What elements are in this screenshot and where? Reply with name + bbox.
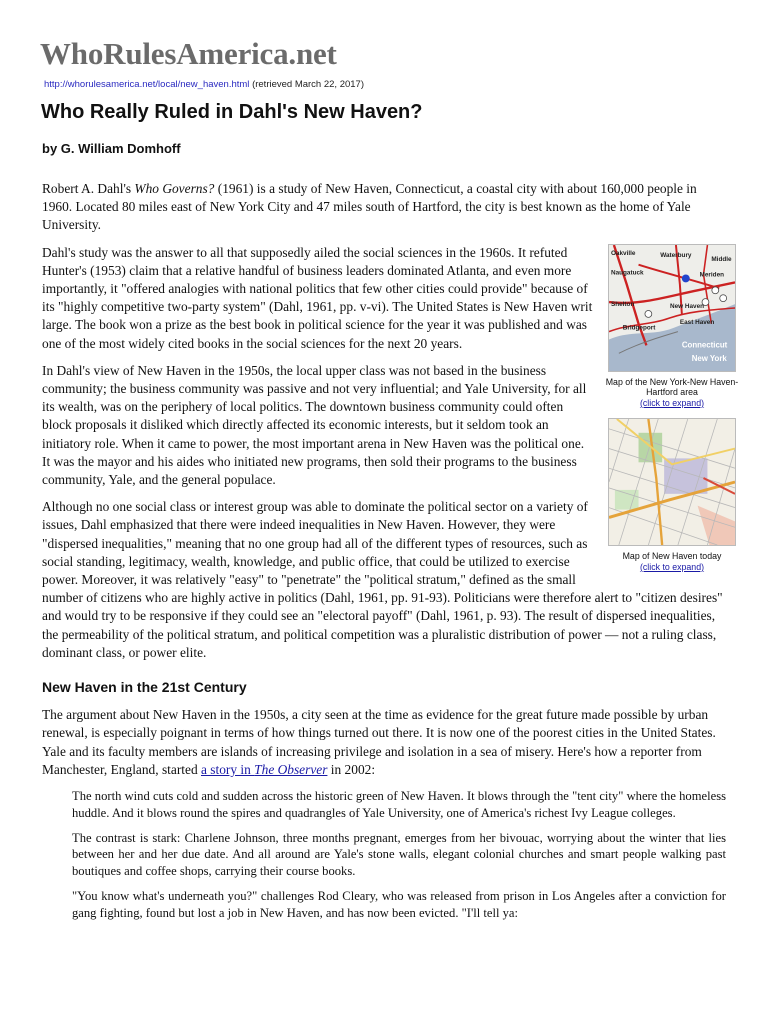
city-map-caption: Map of New Haven today (click to expand) xyxy=(604,551,740,572)
quote-paragraph: "You know what's underneath you?" challenges Rod Cleary, who was released from prison in Los Angeles after a conviction for gang fighting, found but lost a job in New Haven, and has now been evicted. "I'll tell ya: xyxy=(72,889,726,920)
book-title: Who Governs? xyxy=(134,181,215,196)
site-logo[interactable]: WhoRulesAmerica.net xyxy=(40,36,337,71)
paragraph-intro: Robert A. Dahl's Who Governs? (1961) is a study of New Haven, Connecticut, a coastal city with about 160,000 people in 1960. Located 80 miles east of New York City and 47 miles south of Hartford, the city is best known as the home of Yale University. xyxy=(42,181,697,233)
source-url-link[interactable]: http://whorulesamerica.net/local/new_haven.html xyxy=(44,79,250,90)
section-heading: New Haven in the 21st Century xyxy=(42,679,247,696)
figure-region-map xyxy=(604,244,740,409)
observer-story-link[interactable]: a story in The Observer xyxy=(200,761,328,777)
paragraph-dahl-study: Dahl's study was the answer to all that supposedly ailed the social sciences in the 1960s. It refuted Hunter's (1953) claim that a relative handful of business leaders dominated Atlanta, and even more importantly, it "offered analogies with national politics that few other cities could provide" because of its "highly competitive two-party system" (Dahl, 1961, pp. v-vi). The United States is New Haven writ large. The book won a prize as the best book in political science for the year it was published and was one of the most widely cited books in the social sciences for the next 20 years. xyxy=(42,244,593,351)
paragraph-dahl-view: In Dahl's view of New Haven in the 1950s, the local upper class was not based in the business community; the business community was passive and not very influential; and Yale University, for all its wealth, was on the periphery of local politics. The downtown business community could often block proposals it disliked which directly affected its economic interests, but it seldom took an initiatory role. When it came to power, the most important arena in New Haven was the political one. It was the mayor and his aides who initiated new programs, then sold their programs to the business community, Yale, and the general populace. xyxy=(42,362,587,488)
paragraph-21st-century: The argument about New Haven in the 1950s, a city seen at the time as evidence for the great future made possible by urban renewal, is especially poignant in terms of how things turned out there. It is now one of the poorest cities in the United States. Yale and its faculty members are islands of increasing privilege and isolation in a sea of misery. Here's how a reporter from Manchester, England, started a story in The Observer in 2002: xyxy=(42,707,716,777)
blockquote xyxy=(72,788,726,922)
city-map-expand-link[interactable]: (click to expand) xyxy=(639,561,705,572)
quote-paragraph: The north wind cuts cold and sudden across the historic green of New Haven. It blows through the "tent city" where the homeless huddle. And it blows round the spires and quadrangles of Yale University, one of America's richest Ivy League colleges. xyxy=(72,789,726,820)
page-title: Who Really Ruled in Dahl's New Haven? xyxy=(41,101,423,123)
map-label: Bridgeport xyxy=(622,324,656,332)
retrieved-date: (retrieved March 22, 2017) xyxy=(252,79,365,90)
region-map-expand-link[interactable]: (click to expand) xyxy=(639,397,705,408)
map-label: Naugatuck xyxy=(610,269,644,277)
region-map-caption: Map of the New York-New Haven-Hartford area (click to expand) xyxy=(605,376,739,408)
source-line xyxy=(44,79,364,90)
map-label: Middle xyxy=(711,255,732,263)
quote-paragraph: The contrast is stark: Charlene Johnson, three months pregnant, emerges from her bivouac, worrying about the winter that lies between her and her due date. And all around are Yale's stone walls, elegant colonial churches and smart people walking past boutiques and coffee shops, carrying their course books. xyxy=(72,830,726,879)
byline: by G. William Domhoff xyxy=(42,141,181,156)
paragraph-dispersed-inequalities: Although no one social class or interest group was able to dominate the political sector on a variety of issues, Dahl emphasized that there were indeed inequalities in New Haven. However, they were "dispersed inequalities," meaning that no one group had all of the different types of resources, such as social standing, legitimacy, wealth, knowledge, and public office, that could be utilized to exercise power. Moreover, it was relatively "easy" to "penetrate" the "political stratum," defined as the small number of citizens who are highly active in politics (Dahl, 1961, pp. 91-93). Politicians were therefore alert to "citizen desires" and would try to be responsive if they could see an "electoral payoff" (Dahl, 1961, p. 93). The result of dispersed inequalities, the permeability of the political stratum, and political competition was a pluralistic distribution of power — not a ruling class, dominant class, or power elite. xyxy=(42,499,723,660)
city-map-image[interactable] xyxy=(608,418,736,546)
map-label: Shelton xyxy=(610,300,635,308)
region-map-image[interactable] xyxy=(608,244,736,372)
article-body xyxy=(42,180,739,930)
map-label: New Haven xyxy=(670,302,705,310)
map-label: New York xyxy=(691,353,727,363)
map-label: Meriden xyxy=(699,271,725,279)
map-label: Waterbury xyxy=(660,251,692,259)
figure-column xyxy=(604,244,740,573)
map-label: East Haven xyxy=(679,318,715,326)
map-label: Oakville xyxy=(610,249,636,257)
figure-city-map xyxy=(604,418,740,572)
map-label: Connecticut xyxy=(681,339,728,349)
